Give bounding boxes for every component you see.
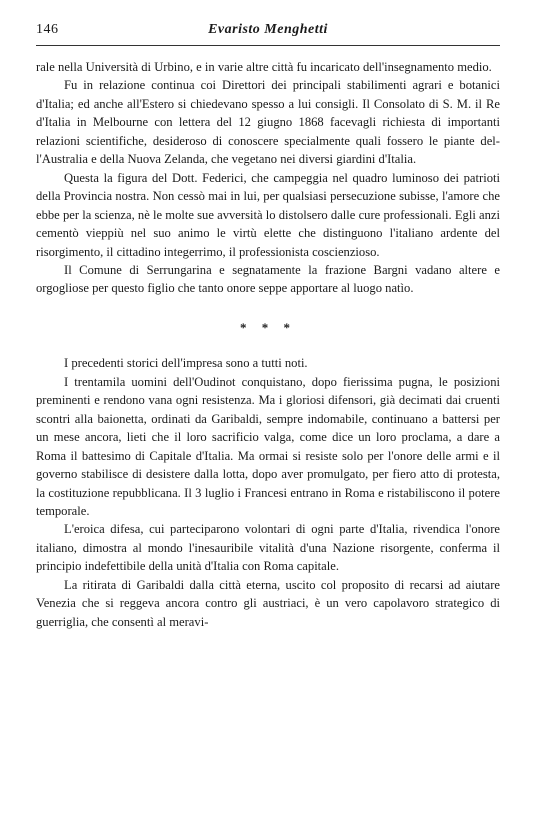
paragraph: Fu in relazione continua coi Direttori dei principali stabilimenti agrari e botanici d'Italia; ed anche all'Estero si chiedevano spesso a lui consigli. Il Consolato di S. M. il Re d'Italia in Melbourne con lettera del 12 giugno 1868 facevagli richiesta di importanti relazioni scientifiche, desideroso di conoscere specialmente quali fossero le piante dell'Australia e della Nuova Zelanda, che vegetano nei diversi giardini d'Italia. xyxy=(36,78,500,167)
running-title: Evaristo Menghetti xyxy=(208,22,328,37)
paragraph: I trentamila uomini dell'Oudinot conquistano, dopo fierissima pugna, le posizioni preminenti e rendono vana ogni resistenza. Ma i gloriosi difensori, già decimati dai cruenti scontri alla baionetta, ordinati da Garibaldi, sempre indomabile, continuano a battersi per un mese ancora, lieti che il loro sacrificio valga, come dice un loro proclama, a dare a Roma il battesimo di Capitale d'Italia. Ma ormai si resiste solo per l'onore delle armi e il governo stabilisce di desistere dalla lotta, dopo aver promulgato, per fiero atto di protesta, la costituzione repubblicana. Il 3 luglio i Francesi entrano in Roma e ristabiliscono il potere temporale. xyxy=(36,374,500,518)
paragraph: Questa la figura del Dott. Federici, che campeggia nel quadro luminoso dei patrioti della Provincia nostra. Non cessò mai in lui, per qualsiasi persecuzione subisse, l'amore che ebbe per la scienza, nè le molte sue avversità lo distolsero dalle cure professionali. Egli anzi cementò vieppiù nel suo animo le virtù elette che distinguono l'italiano ardente del risorgimento, il cittadino integerrimo, il professionista coscienzioso. xyxy=(36,170,500,259)
paragraph: Il Comune di Serrungarina e segnatamente la frazione Bargni vadano altere e orgogliose per questo figlio che tanto onore seppe apportare al luogo natìo. xyxy=(36,262,500,296)
paragraph: L'eroica difesa, cui parteciparono volontari di ogni parte d'Italia, rivendica l'onore italiano, dimostra al mondo l'inesauribile vitalità d'una Nazione risorgente, conferma il principio indefettibile della unità d'Italia con Roma capitale. xyxy=(36,522,500,574)
paragraph: I precedenti storici dell'impresa sono a tutti noti. xyxy=(64,356,308,371)
page-header xyxy=(36,22,500,42)
paragraph-continued: rale nella Università di Urbino, e in varie altre città fu incaricato dell'insegnamento medio. xyxy=(36,60,492,74)
page-number: 146 xyxy=(36,22,59,37)
header-rule xyxy=(36,45,500,46)
section-break: * * * xyxy=(240,319,296,335)
paragraph: La ritirata di Garibaldi dalla città eterna, uscito col proposito di recarsi ad aiutare Venezia che si reggeva ancora contro gli austriaci, è un vero capolavoro strategico di guerriglia, che consentì al meravi- xyxy=(36,577,500,629)
body-text xyxy=(36,58,500,631)
